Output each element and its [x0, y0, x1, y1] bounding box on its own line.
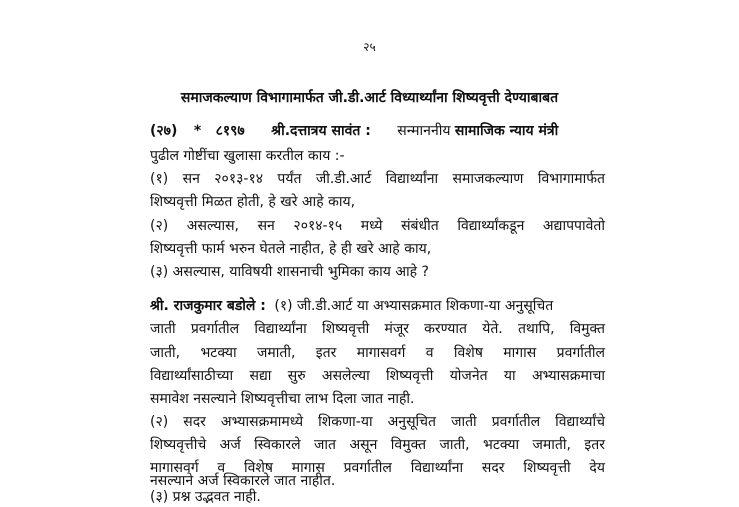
question-star: *	[193, 123, 202, 139]
question-item-1-line-1: (१) सन २०१३-१४ पर्यंत जी.डी.आर्ट विद्यार्थ्यांना समाजकल्याण विभागामार्फत	[150, 171, 605, 187]
question-item-1-line-2: शिष्यवृत्ती मिळत होती, हे खरे आहे काय,	[150, 194, 356, 210]
answer-p2-line: शिष्यवृत्तीचे अर्ज स्विकारले जात असून विमुक्त जाती, भटक्या जमाती, इतर	[150, 437, 605, 453]
answer-p1-line: विद्यार्थ्यांसाठीच्या सद्या सुरु असलेल्या शिष्यवृत्ती योजनेत या अभ्यासक्रमाचा	[150, 368, 605, 384]
question-number: (२७)	[150, 123, 178, 139]
answer-p1-line: जाती, भटक्या जमाती, इतर मागासवर्ग व विशेष मागास प्रवर्गातील	[150, 345, 605, 361]
answer-speaker: श्री. राजकुमार बडोले :	[150, 298, 266, 314]
page-number: २५	[363, 40, 376, 54]
question-header	[150, 122, 558, 141]
question-item-2-line-2: शिष्यवृत्ती फार्म भरुन घेतले नाहीत, हे ही खरे आहे काय,	[150, 241, 432, 257]
answer-p2-line: मागासवर्ग व विशेष मागास प्रवर्गातील विद्यार्थ्यांना सदर शिष्यवृत्ती देय	[150, 460, 605, 476]
question-asker: श्री.दत्तात्रय सावंत :	[271, 123, 371, 139]
answer-p1-first: (१) जी.डी.आर्ट या अभ्यासक्रमात शिकणा-या अनुसूचित	[274, 298, 554, 314]
answer-p2-line: (२) सदर अभ्यासक्रमामध्ये शिकणा-या अनुसूचित जाती प्रवर्गातील विद्यार्थ्यांचे	[150, 414, 605, 430]
addressee-prefix: सन्माननीय	[397, 123, 451, 139]
addressee: सामाजिक न्याय मंत्री	[454, 123, 559, 139]
question-item-2-line-1: (२) असल्यास, सन २०१४-१५ मध्ये संबंधीत विद्यार्थ्यांकडून अद्यापपावेतो	[150, 218, 605, 234]
answer-first-line	[150, 297, 605, 316]
answer-p1-line: समावेश नसल्याने शिष्यवृत्तीचा लाभ दिला जात नाही.	[150, 391, 415, 407]
answer-p2-line: नसल्याने अर्ज स्विकारले जात नाहीत.	[150, 473, 336, 489]
answer-p3: (३) प्रश्न उद्भवत नाही.	[150, 489, 261, 505]
question-intro: पुढील गोष्टींचा खुलासा करतील काय :-	[150, 148, 345, 164]
answer-p1-line: जाती प्रवर्गातील विद्यार्थ्यांना शिष्यवृत्ती मंजूर करण्यात येते. तथापि, विमुक्त	[150, 321, 605, 337]
page-title: समाजकल्याण विभागामार्फत जी.डी.आर्ट विध्यार्थ्यांना शिष्यवृत्ती देण्याबाबत	[180, 90, 559, 106]
question-id: ८१९७	[215, 123, 245, 139]
question-item-3: (३) असल्यास, याविषयी शासनाची भुमिका काय आहे ?	[150, 264, 429, 280]
